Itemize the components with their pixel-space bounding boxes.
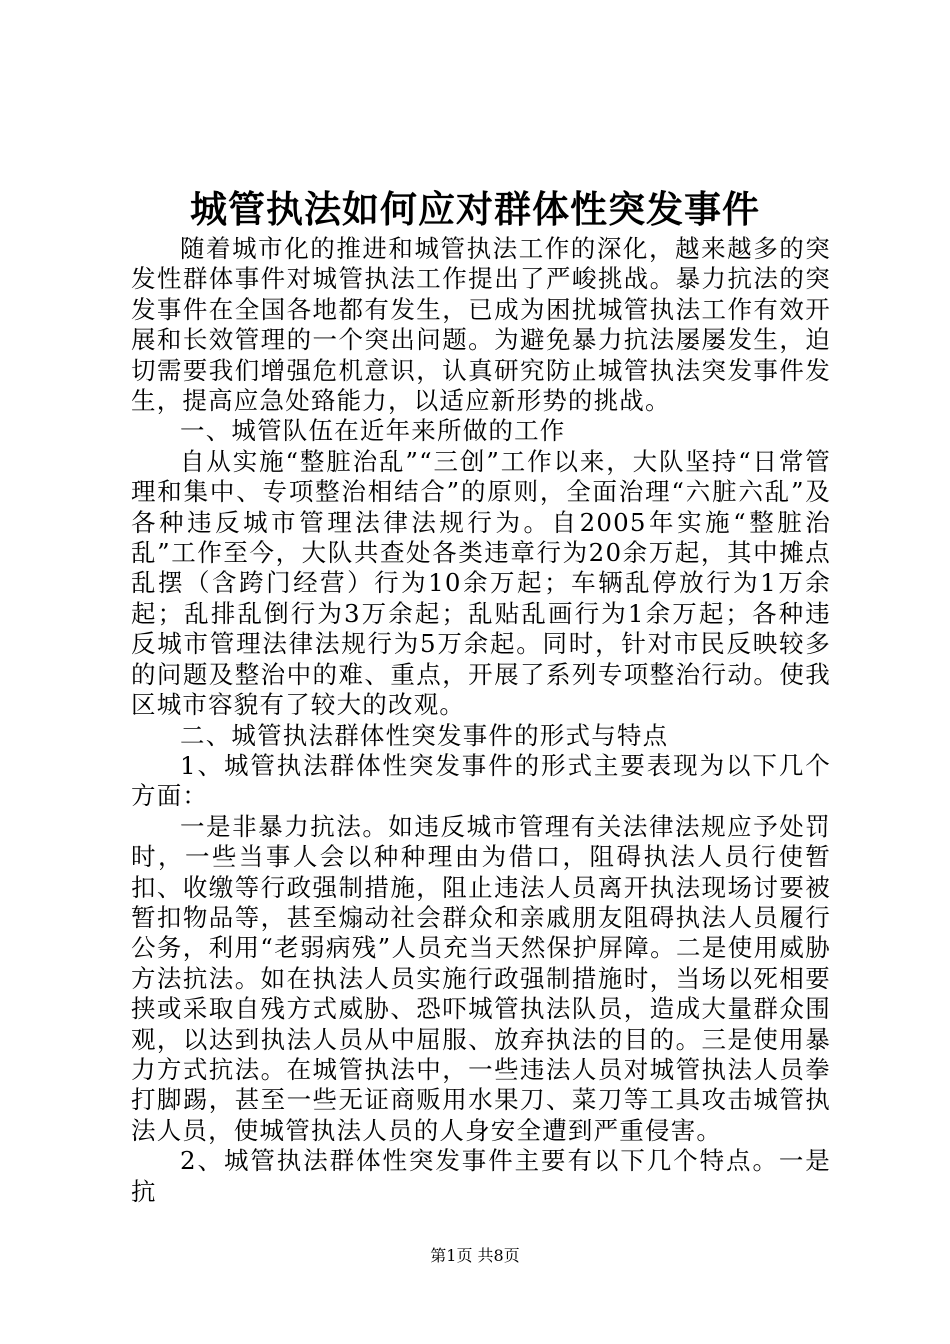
page-footer: 第1页 共8页 [430,1246,520,1265]
document-body [131,234,831,1207]
section-heading-1: 一、城管队伍在近年来所做的工作 [180,416,566,446]
document-title: 城管执法如何应对群体性突发事件 [190,187,760,231]
paragraph-forms-detail: 一是非暴力抗法。如违反城市管理有关法律法规应予处罚时，一些当事人会以种种理由为借口，阻碍执法人员行使暂扣、收缴等行政强制措施，阻止违法人员离开执法现场讨要被暂扣物品等，甚至煽动社会群众和亲戚朋友阻碍执法人员履行公务，利用“老弱病残”人员充当天然保护屏障。二是使用威胁方法抗法。如在执法人员实施行政强制措施时，当场以死相要挟或采取自残方式威胁、恐吓城管执法队员，造成大量群众围观，以达到执法人员从中屈服、放弃执法的目的。三是使用暴力方式抗法。在城管执法中，一些违法人员对城管执法人员拳打脚踢，甚至一些无证商贩用水果刀、菜刀等工具攻击城管执法人员，使城管执法人员的人身安全遭到严重侵害。 [131,811,831,1145]
subsection-heading-characteristics: 2、城管执法群体性突发事件主要有以下几个特点。一是抗 [131,1146,831,1206]
paragraph-intro: 随着城市化的推进和城管执法工作的深化，越来越多的突发性群体事件对城管执法工作提出了严峻挑战。暴力抗法的突发事件在全国各地都有发生，已成为困扰城管执法工作有效开展和长效管理的一个突出问题。为避免暴力抗法屡屡发生，迫切需要我们增强危机意识，认真研究防止城管执法突发事件发生，提高应急处臵能力，以适应新形势的挑战。 [131,234,831,416]
section-heading-2: 二、城管执法群体性突发事件的形式与特点 [180,720,669,750]
paragraph-work-summary: 自从实施“整脏治乱”“三创”工作以来，大队坚持“日常管理和集中、专项整治相结合”的原则，全面治理“六脏六乱”及各种违反城市管理法律法规行为。自2005年实施“整脏治乱”工作至今，大队共查处各类违章行为20余万起，其中摊点乱摆（含跨门经营）行为10余万起；车辆乱停放行为1万余起；乱排乱倒行为3万余起；乱贴乱画行为1余万起；各种违反城市管理法律法规行为5万余起。同时，针对市民反映较多的问题及整治中的难、重点，开展了系列专项整治行动。使我区城市容貌有了较大的改观。 [131,446,831,720]
subsection-heading-forms: 1、城管执法群体性突发事件的形式主要表现为以下几个方面： [131,750,831,811]
